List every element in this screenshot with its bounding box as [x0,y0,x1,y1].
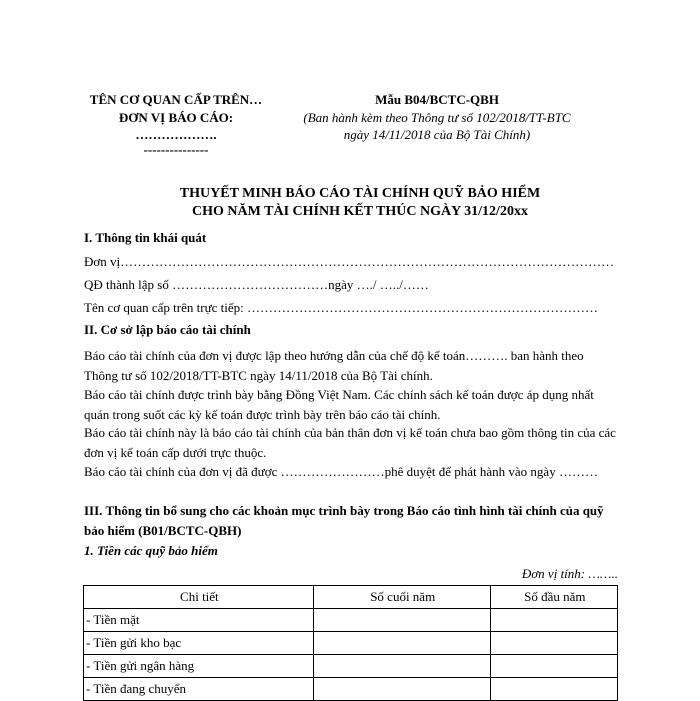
table-cell-detail: - Tiền gửi kho bạc [84,632,314,655]
section2-heading: II. Cơ sở lập báo cáo tài chính [84,322,251,337]
table-cell-detail: - Tiền đang chuyển [84,678,314,701]
form-issue-note-2: ngày 14/11/2018 của Bộ Tài Chính) [343,127,531,142]
table-cell-year-end [313,655,490,678]
table-row [84,609,618,632]
form-issue-note-1: (Ban hành kèm theo Thông tư số 102/2018/TT-BTC [303,110,571,125]
table-cell-detail: - Tiền gửi ngân hàng [84,655,314,678]
insurance-fund-cash-table [83,585,618,701]
table-header-row [84,586,618,609]
table-cell-year-start [490,632,617,655]
basis-paragraph-3: Báo cáo tài chính này là báo cáo tài chính của bản thân đơn vị kế toán chưa bao gồm thông tin của các đơn vị kế toán cấp dưới trực thuộc. [84,425,616,460]
table-row [84,678,618,701]
table-cell-year-start [490,678,617,701]
table-cell-detail: - Tiền mặt [84,609,314,632]
unit-name-line: Đơn vị…………………………………………………………………………………………………… [84,254,615,269]
direct-parent-line: Tên cơ quan cấp trên trực tiếp: ……………………………………………………………………… [84,300,598,315]
basis-paragraph-2: Báo cáo tài chính được trình bày bằng Đồng Việt Nam. Các chính sách kế toán được áp dụng nhất quán trong suốt các kỳ kế toán được trình bày trên báo cáo tài chính. [84,387,594,422]
doc-title-line2: CHO NĂM TÀI CHÍNH KẾT THÚC NGÀY 31/12/20xx [192,204,528,219]
section1-heading: I. Thông tin khái quát [84,230,207,245]
establishment-decision-line: QĐ thành lập số ………………………………ngày …./ …../…… [84,277,429,292]
section3-heading: III. Thông tin bổ sung cho các khoản mục trình bày trong Báo cáo tình hình tài chính của quỹ bảo hiểm (B01/BCTC-QBH) [84,503,604,538]
table-header-year-start: Số đầu năm [490,586,617,609]
table-cell-year-start [490,655,617,678]
table-header-detail: Chi tiết [84,586,314,609]
table-cell-year-end [313,678,490,701]
header-divider: --------------- [143,142,209,157]
doc-title-line1: THUYẾT MINH BÁO CÁO TÀI CHÍNH QUỸ BẢO HIỂM [179,186,541,201]
table-row [84,655,618,678]
unit-of-measure: Đơn vị tính: …….. [521,566,618,581]
reporting-unit-label: ĐƠN VỊ BÁO CÁO: [118,110,234,125]
basis-paragraph-4: Báo cáo tài chính của đơn vị đã được ……………………phê duyệt để phát hành vào ngày ……… [84,464,598,479]
table-cell-year-end [313,609,490,632]
table-cell-year-end [313,632,490,655]
table-row [84,632,618,655]
parent-agency: TÊN CƠ QUAN CẤP TRÊN… [89,92,263,107]
table-header-year-end: Số cuối năm [313,586,490,609]
form-code: Mẫu B04/BCTC-QBH [375,92,499,107]
subsection-insurance-fund-cash: 1. Tiền các quỹ bảo hiểm [84,543,218,558]
table-cell-year-start [490,609,617,632]
reporting-unit-value: ………………. [135,127,217,142]
basis-paragraph-1: Báo cáo tài chính của đơn vị được lập theo hướng dẫn của chế độ kế toán………. ban hành theo Thông tư số 102/2018/TT-BTC ngày 14/11/2018 của Bộ Tài chính. [84,348,584,383]
